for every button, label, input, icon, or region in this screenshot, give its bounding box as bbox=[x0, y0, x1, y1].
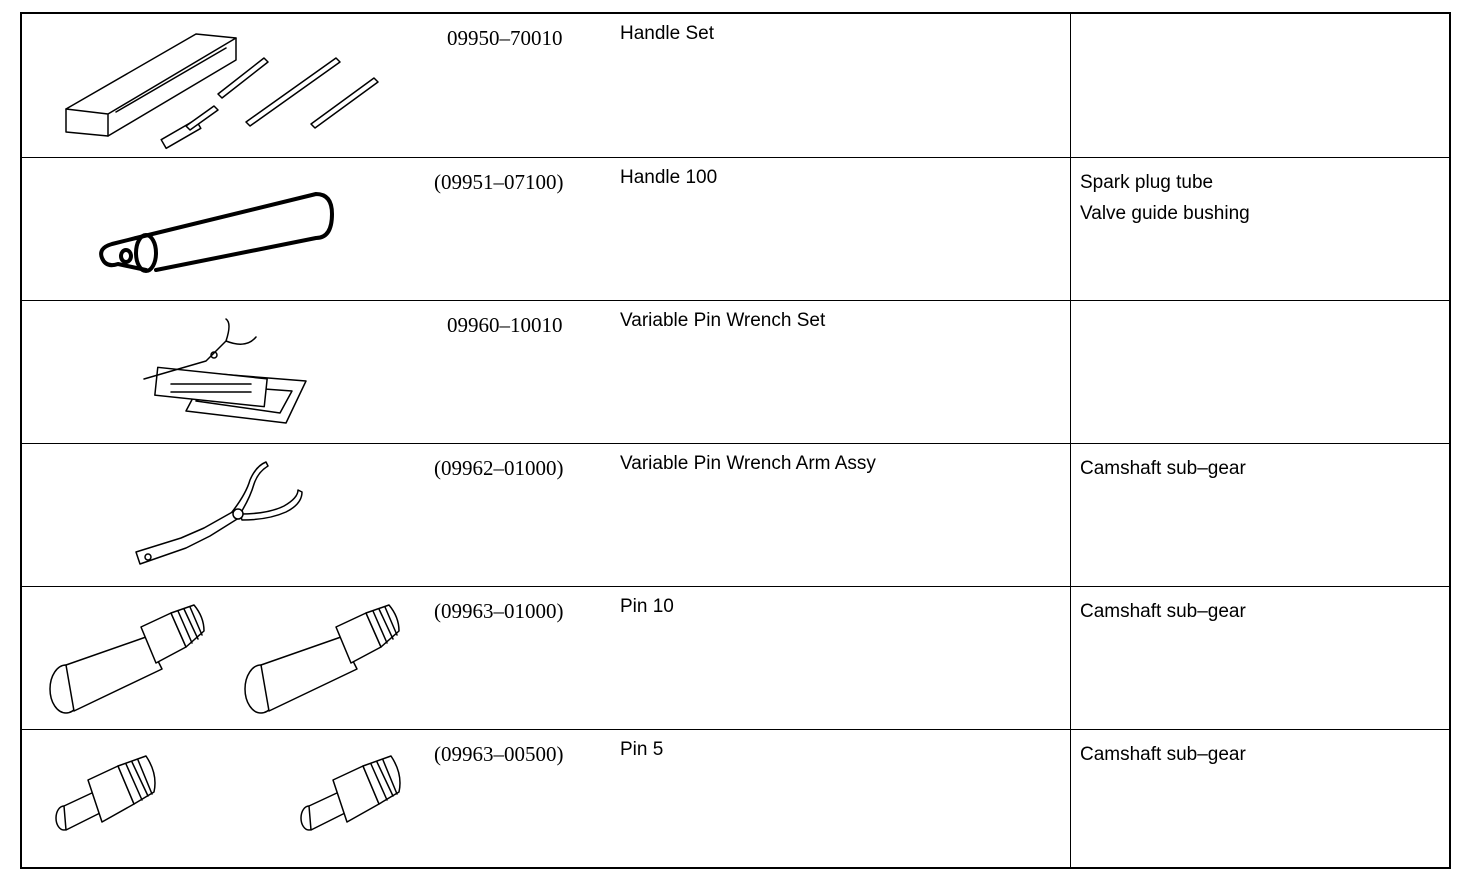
part-number: 09950–70010 bbox=[447, 26, 563, 50]
handle-illustration bbox=[36, 158, 426, 298]
table-row bbox=[22, 586, 1449, 729]
use-item: Camshaft sub–gear bbox=[1080, 601, 1246, 622]
table-row bbox=[22, 300, 1449, 443]
sst-table bbox=[20, 12, 1451, 869]
part-name: Handle 100 bbox=[620, 167, 718, 188]
part-number: (09963–01000) bbox=[434, 599, 564, 623]
use-list bbox=[1080, 167, 1250, 229]
use-item: Camshaft sub–gear bbox=[1080, 744, 1246, 765]
use-item: Spark plug tube bbox=[1080, 172, 1214, 193]
table-row bbox=[22, 443, 1449, 586]
use-list bbox=[1080, 596, 1246, 627]
use-item: Valve guide bushing bbox=[1080, 203, 1250, 224]
pin-10-illustration bbox=[36, 587, 426, 727]
part-name: Variable Pin Wrench Arm Assy bbox=[620, 453, 876, 474]
part-number: (09963–00500) bbox=[434, 742, 564, 766]
column-divider bbox=[1070, 14, 1071, 867]
table-row bbox=[22, 14, 1449, 157]
part-number: (09951–07100) bbox=[434, 170, 564, 194]
table-row bbox=[22, 729, 1449, 869]
part-number: (09962–01000) bbox=[434, 456, 564, 480]
pin-5-illustration bbox=[36, 730, 426, 870]
use-list bbox=[1080, 739, 1246, 770]
part-name: Variable Pin Wrench Set bbox=[620, 310, 826, 331]
table-row bbox=[22, 157, 1449, 300]
use-item: Camshaft sub–gear bbox=[1080, 458, 1246, 479]
part-name: Pin 5 bbox=[620, 739, 664, 760]
use-list bbox=[1080, 453, 1246, 484]
part-name: Pin 10 bbox=[620, 596, 674, 617]
pin-wrench-arm-illustration bbox=[36, 444, 426, 584]
part-number: 09960–10010 bbox=[447, 313, 563, 337]
handle-set-illustration bbox=[36, 14, 426, 154]
pin-wrench-set-illustration bbox=[36, 301, 426, 441]
part-name: Handle Set bbox=[620, 23, 715, 44]
